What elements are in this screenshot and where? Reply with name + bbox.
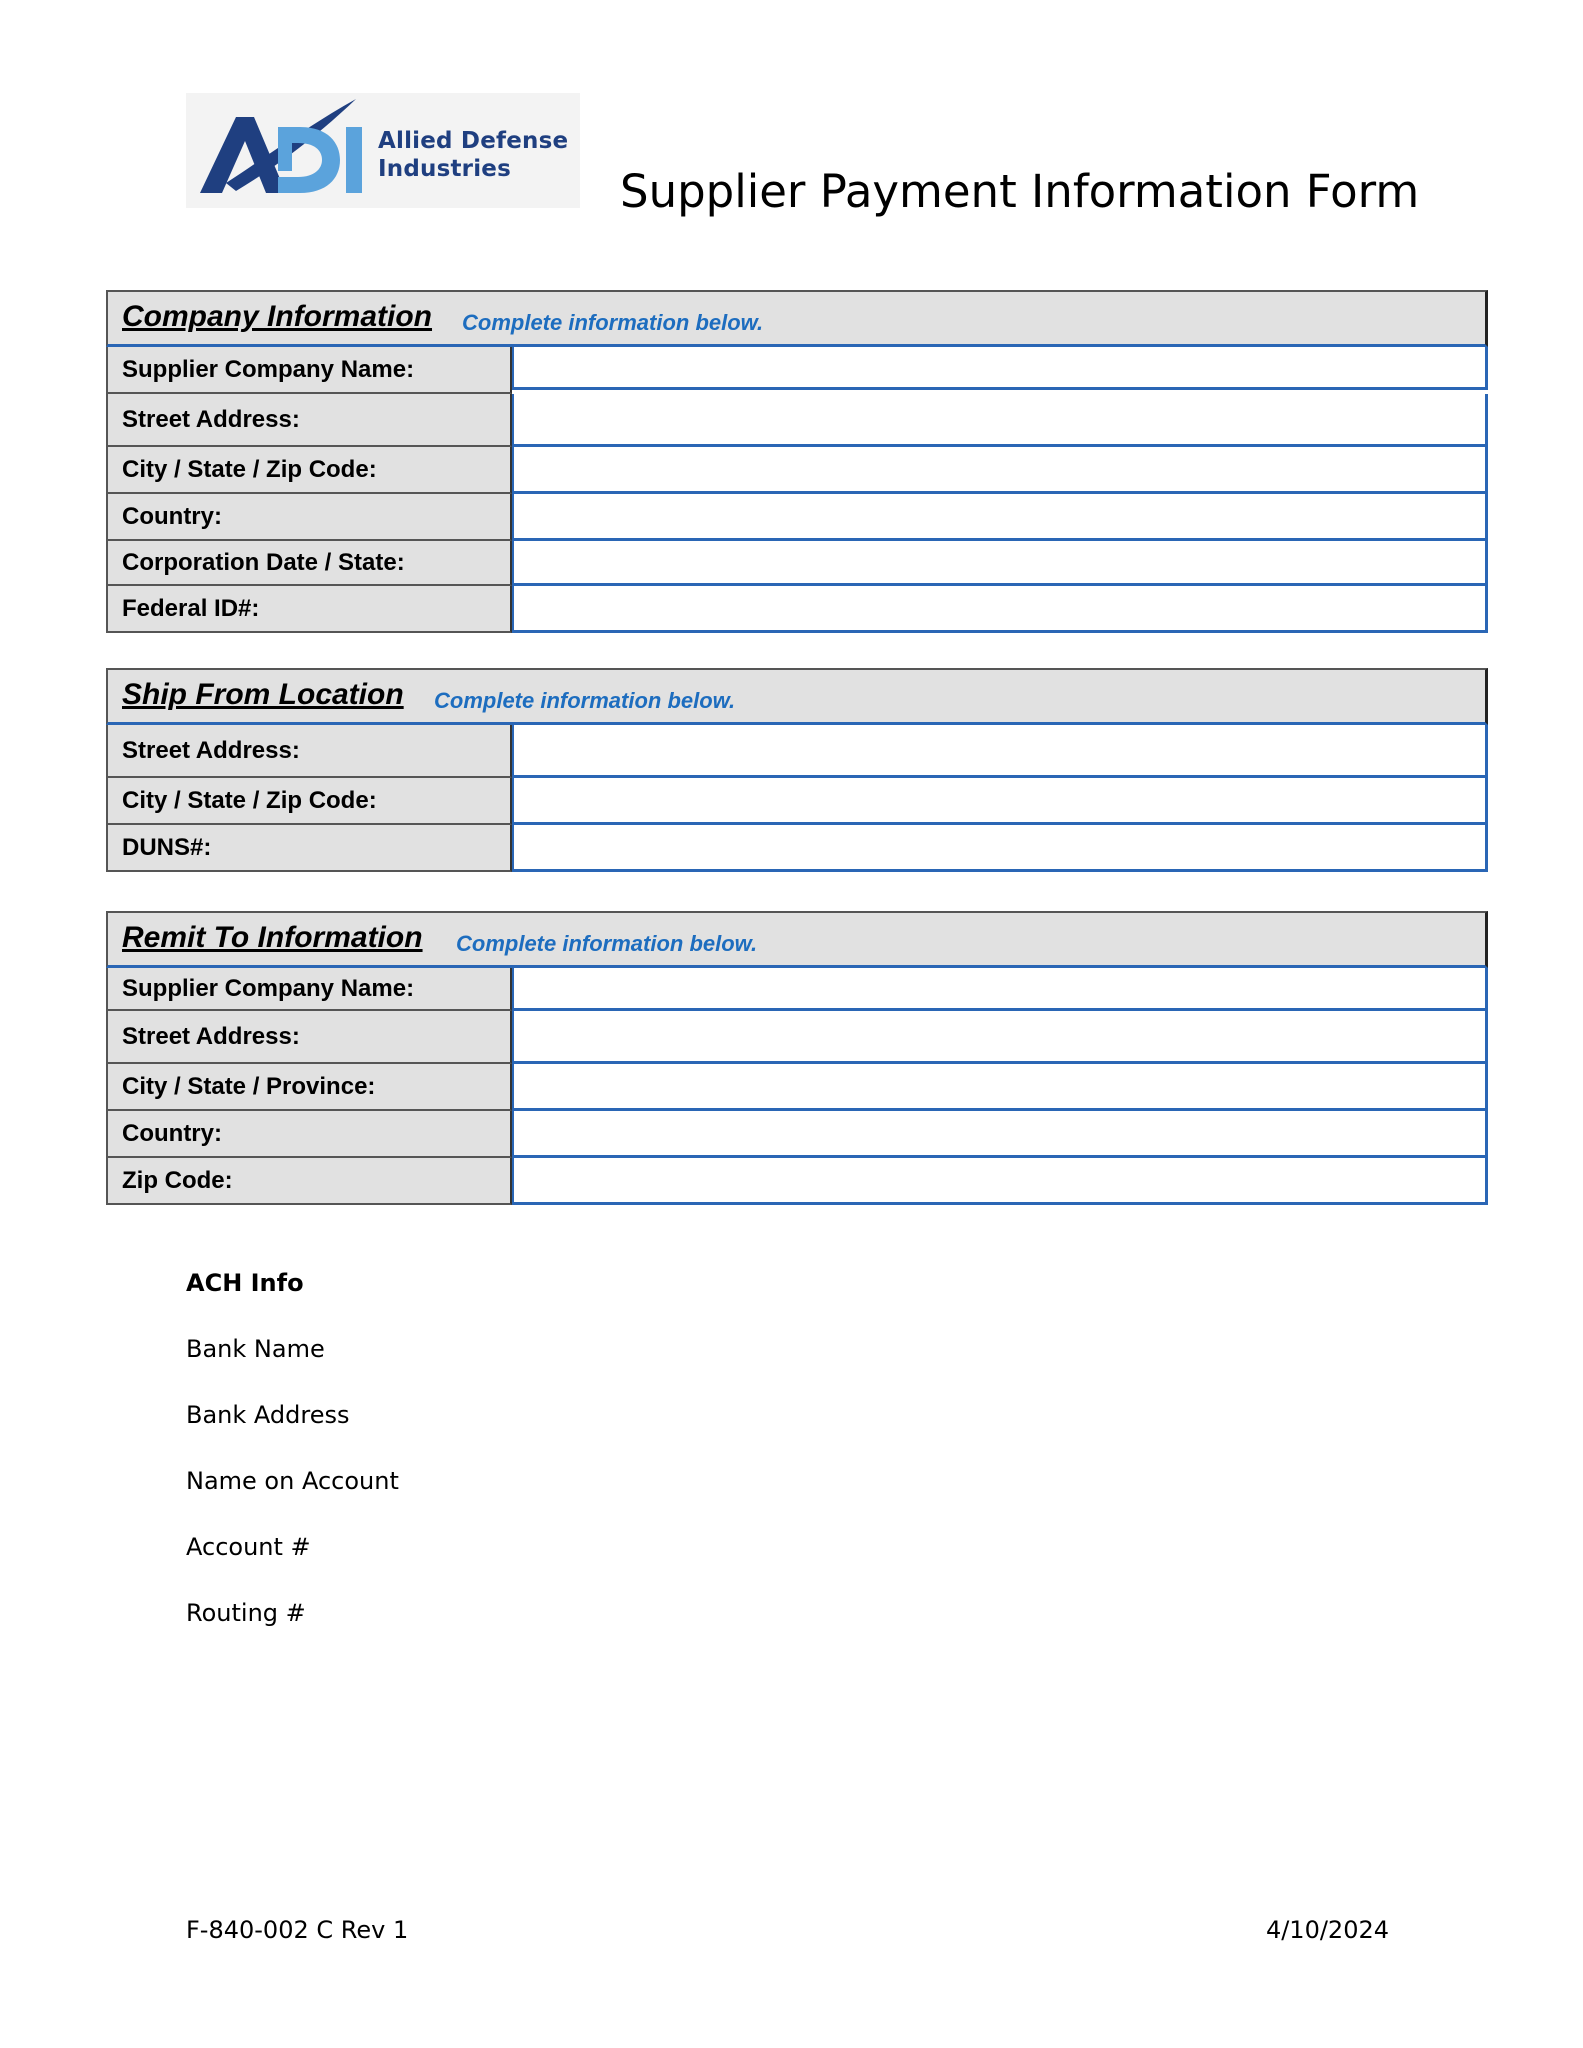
form-row <box>106 725 1488 778</box>
supplier-company-name-field[interactable] <box>512 347 1488 390</box>
remit-company-name-field[interactable] <box>512 968 1488 1011</box>
field-label: City / State / Zip Code: <box>106 447 512 494</box>
field-label: Federal ID#: <box>106 586 512 633</box>
ach-item-bank-name: Bank Name <box>186 1335 325 1363</box>
field-label: Country: <box>106 1111 512 1158</box>
city-state-zip-field[interactable] <box>512 447 1488 494</box>
logo-line-2: Industries <box>378 156 511 182</box>
field-label: City / State / Province: <box>106 1064 512 1111</box>
logo-line-1: Allied Defense <box>378 128 569 154</box>
ach-item-account-number: Account # <box>186 1533 311 1561</box>
form-row <box>106 494 1488 541</box>
form-row <box>106 1064 1488 1111</box>
section-title: Remit To Information <box>122 921 423 954</box>
logo-wordmark <box>378 127 568 183</box>
country-field[interactable] <box>512 494 1488 541</box>
field-label: City / State / Zip Code: <box>106 778 512 825</box>
ach-item-name-on-account: Name on Account <box>186 1467 399 1495</box>
form-row <box>106 968 1488 1011</box>
form-row <box>106 447 1488 494</box>
company-logo <box>186 93 580 208</box>
field-label: Street Address: <box>106 394 512 447</box>
form-row <box>106 347 1488 394</box>
form-row <box>106 1011 1488 1064</box>
ship-from-section <box>106 668 1488 872</box>
field-label: DUNS#: <box>106 825 512 872</box>
ship-street-address-field[interactable] <box>512 725 1488 778</box>
ach-item-bank-address: Bank Address <box>186 1401 350 1429</box>
field-label: Street Address: <box>106 725 512 778</box>
ship-city-state-zip-field[interactable] <box>512 778 1488 825</box>
section-hint: Complete information below. <box>462 310 764 335</box>
section-title: Ship From Location <box>122 678 404 711</box>
company-information-section <box>106 290 1488 633</box>
remit-country-field[interactable] <box>512 1111 1488 1158</box>
remit-city-state-province-field[interactable] <box>512 1064 1488 1111</box>
field-label: Zip Code: <box>106 1158 512 1205</box>
field-label: Corporation Date / State: <box>106 541 512 586</box>
remit-zip-code-field[interactable] <box>512 1158 1488 1205</box>
ach-item-routing-number: Routing # <box>186 1599 306 1627</box>
section-header <box>106 911 1488 968</box>
form-row <box>106 394 1488 447</box>
form-row <box>106 541 1488 586</box>
section-header <box>106 668 1488 725</box>
form-row <box>106 586 1488 633</box>
form-row <box>106 825 1488 872</box>
footer-form-number: F-840-002 C Rev 1 <box>186 1916 409 1944</box>
field-label: Street Address: <box>106 1011 512 1064</box>
street-address-field[interactable] <box>512 394 1488 447</box>
field-label: Supplier Company Name: <box>106 347 512 394</box>
duns-field[interactable] <box>512 825 1488 872</box>
adi-logo-mark-icon <box>196 97 366 203</box>
section-header <box>106 290 1488 347</box>
field-label: Supplier Company Name: <box>106 968 512 1011</box>
section-title: Company Information <box>122 300 433 333</box>
form-row <box>106 778 1488 825</box>
form-row <box>106 1158 1488 1205</box>
ach-info-block <box>186 1268 399 1664</box>
remit-to-section <box>106 911 1488 1205</box>
form-row <box>106 1111 1488 1158</box>
form-title: Supplier Payment Information Form <box>620 165 1420 218</box>
ach-heading: ACH Info <box>186 1269 304 1297</box>
section-hint: Complete information below. <box>434 688 736 713</box>
federal-id-field[interactable] <box>512 586 1488 633</box>
field-label: Country: <box>106 494 512 541</box>
section-hint: Complete information below. <box>456 931 758 956</box>
footer-date: 4/10/2024 <box>1265 1916 1389 1944</box>
corporation-date-state-field[interactable] <box>512 541 1488 586</box>
remit-street-address-field[interactable] <box>512 1011 1488 1064</box>
